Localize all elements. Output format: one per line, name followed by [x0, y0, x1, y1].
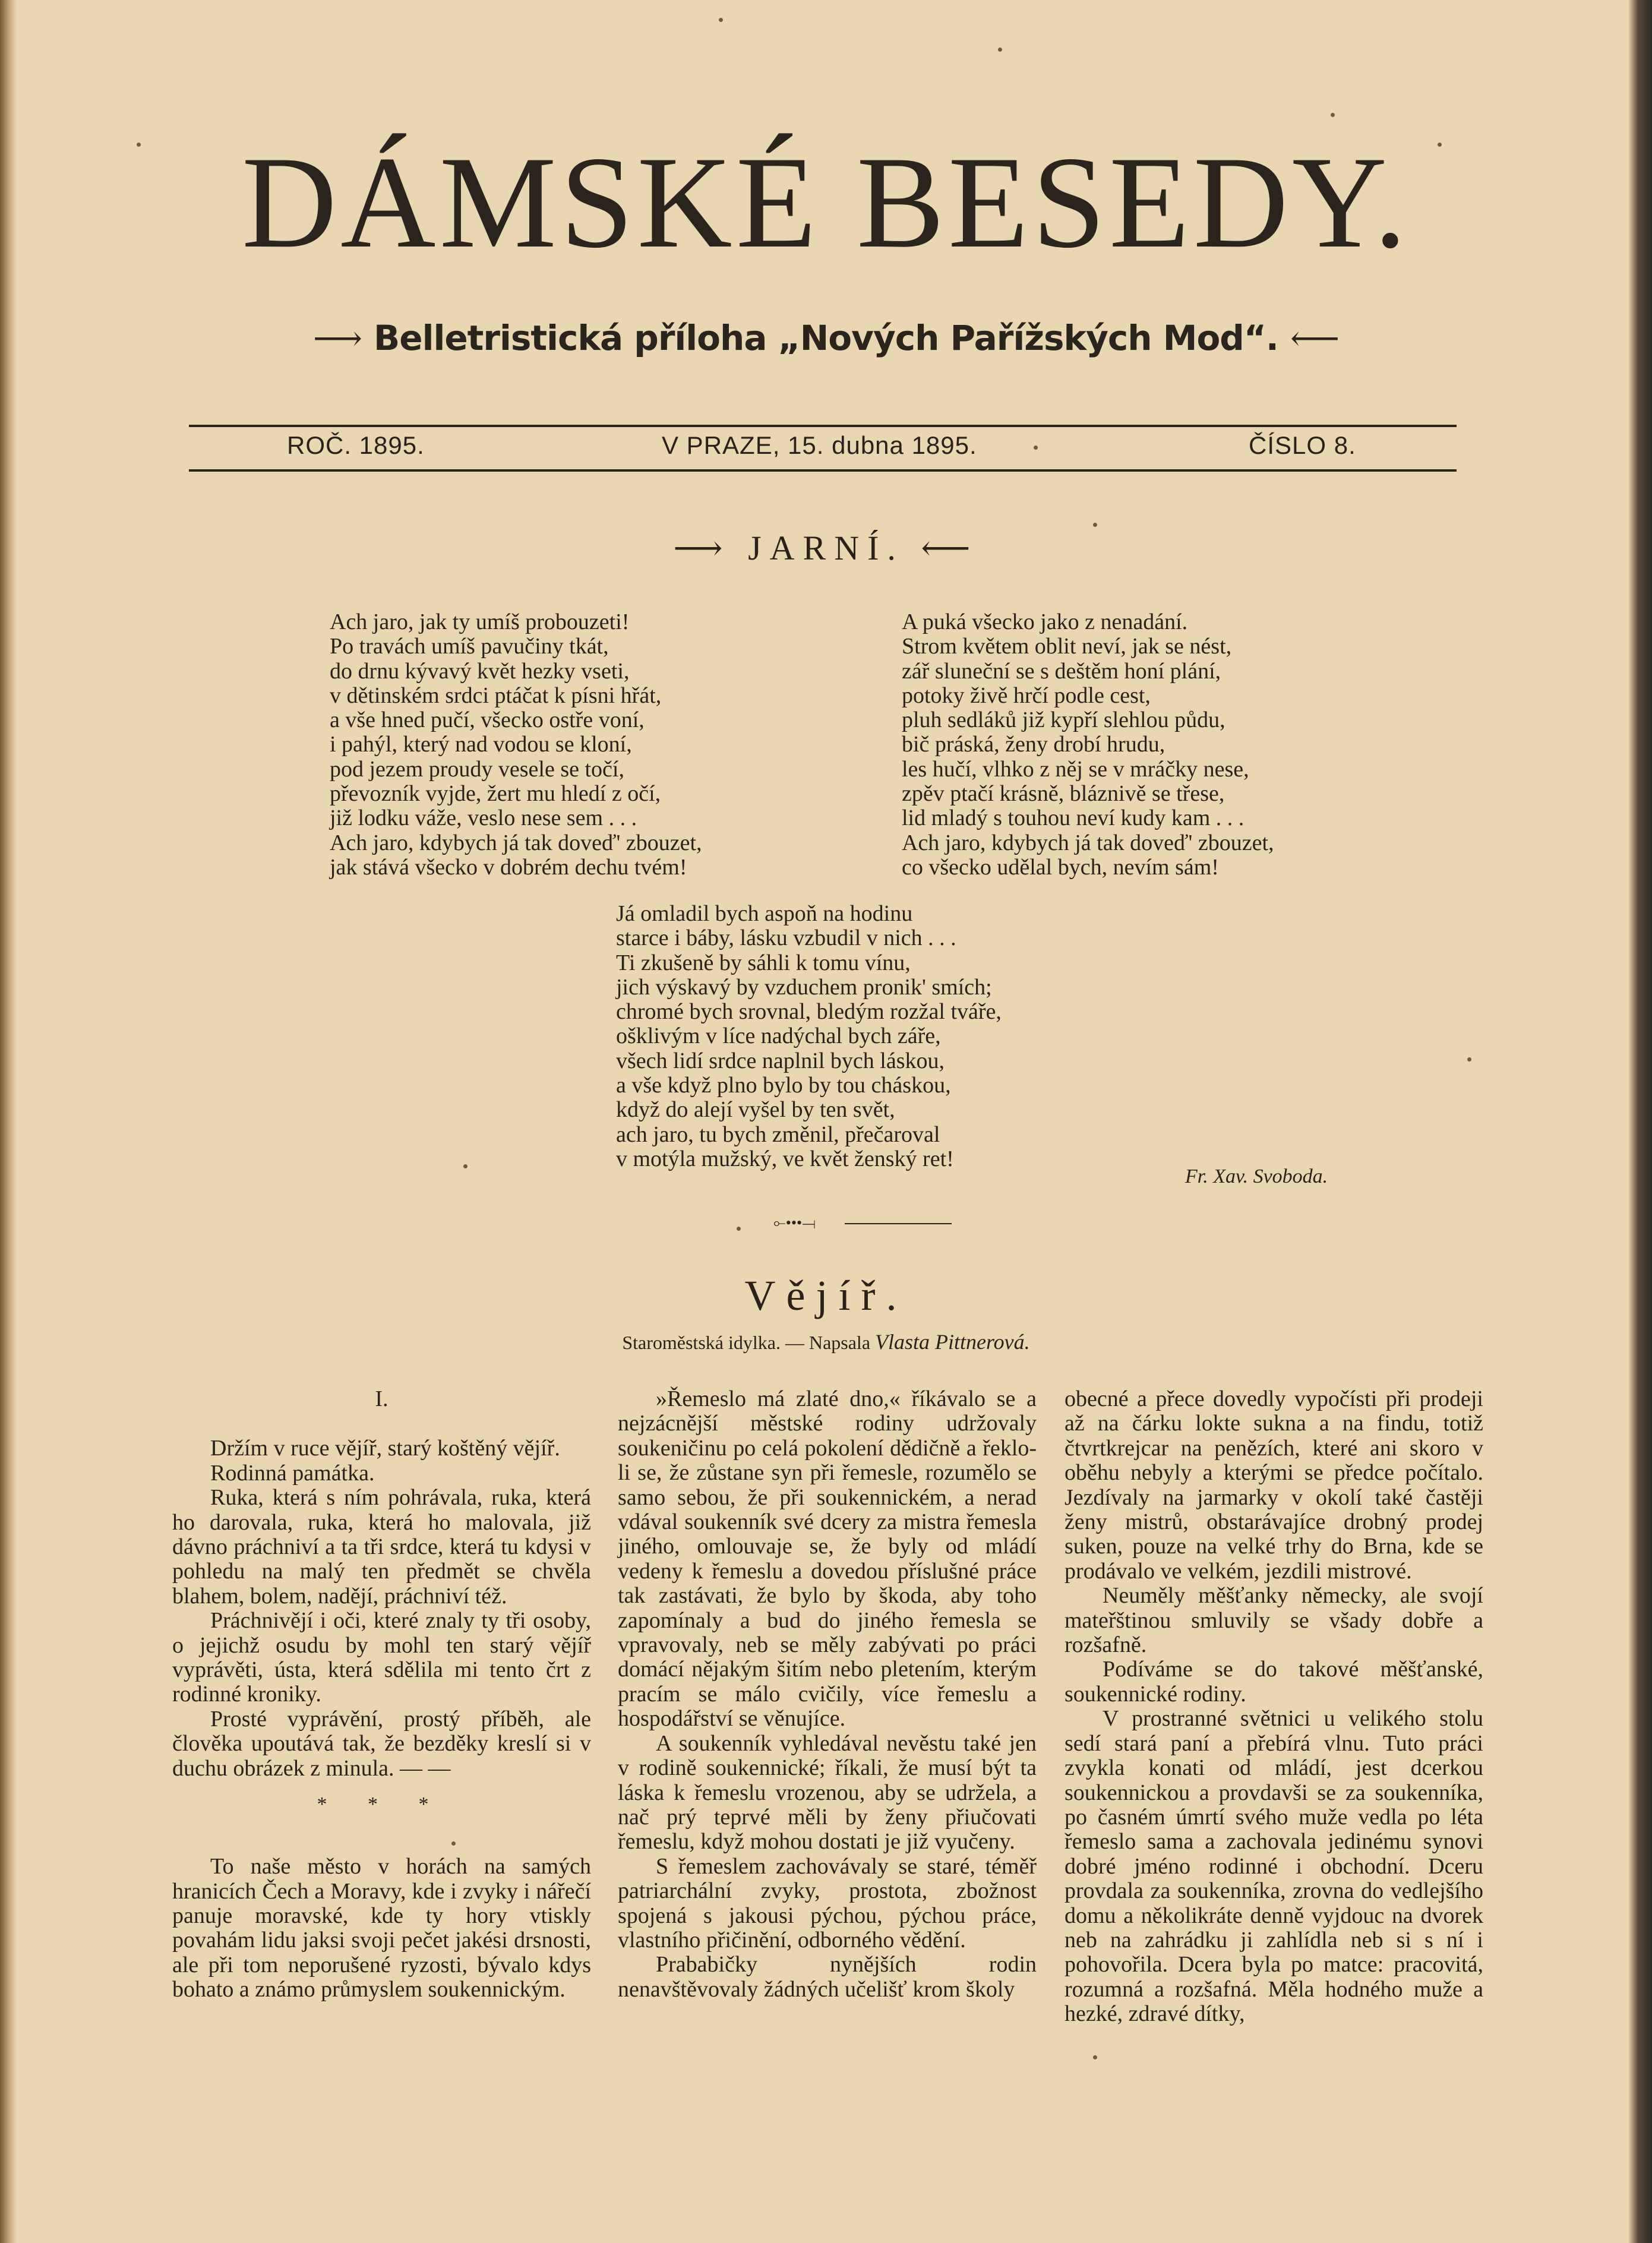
verse-line: pluh sedláků již kypří slehlou půdu,: [902, 707, 1225, 733]
volume-label: ROČ. 1895.: [287, 431, 425, 459]
byline-author: Vlasta Pittnerová.: [875, 1330, 1030, 1354]
paper-speck: [1438, 143, 1442, 147]
paragraph: Držím v ruce vějíř, starý koštěný vějíř.: [210, 1436, 560, 1461]
paper-speck: [463, 1164, 468, 1168]
verse-line: jich výskavý by vzduchem pronik' smích;: [616, 974, 992, 1000]
story-title: Vějíř.: [744, 1272, 908, 1319]
paragraph: To naše město v horách na samých hranicích Čech a Moravy, kde i zvyky i nářečí panuje moravské, kde ty hory vtiskly povahám lidu jaksi svoji pečet jakési drsnosti, ale při tom neporušené ryzosti, bývalo kdys bohato a známo průmyslem soukennickým.: [172, 1854, 591, 2002]
section-ornament: [750, 1214, 952, 1231]
verse-line: starce i báby, lásku vzbudil v nich . . .: [616, 925, 956, 951]
verse-line: Ach jaro, jak ty umíš probouzeti!: [330, 609, 630, 634]
paper-speck: [1034, 446, 1038, 450]
story-column-2: [618, 1387, 1037, 2002]
paper-speck: [1093, 523, 1097, 527]
flourish-right-icon: ⟵: [1290, 318, 1340, 358]
dateline-bottom-rule: [189, 469, 1457, 472]
verse-line: a vše hned pučí, všecko ostře voní,: [330, 707, 645, 733]
verse-line: lid mladý s touhou neví kudy kam . . .: [902, 805, 1244, 831]
ornament-dots-icon: ⟜•••⟞: [773, 1214, 816, 1231]
verse-line: a vše když plno bylo by tou cháskou,: [616, 1073, 951, 1098]
place-date-label: V PRAZE, 15. dubna 1895.: [662, 431, 977, 459]
masthead-title: DÁMSKÉ BESEDY.: [241, 129, 1411, 276]
paragraph: Podíváme se do takové měšťanské, soukennické rodiny.: [1065, 1657, 1483, 1707]
paragraph: V prostranné světnici u velikého stolu sedí stará paní a přebírá vlnu. Tuto práci zvykla konati od mládí, jest dcerkou soukennickou a provdavši se za soukenníka, po časném úmrtí svého muže vedla po léta řemeslo sama a zachovala jedinému synovi dobré jméno rodinné i obchodní. Dceru provdala za soukenníka, zrovna do vedlejšího domu a několikráte denně vyjdouc na dvorek neb na zahrádku ji zahlídla neb si s ní i pohovořila. Dcera byla po matce: pracovitá, rozumná a rozšafná. Měla hodného muže a hezké, zdravé dítky,: [1065, 1706, 1483, 2027]
verse-line: A puká všecko jako z nenadání.: [902, 609, 1188, 634]
subtitle: [0, 318, 1652, 358]
byline-prefix: Staroměstská idylka. — Napsala: [622, 1332, 871, 1353]
paragraph: A soukenník vyhledával nevěstu také jen v rodině soukennické; říkali, že musí být ta láska k řemeslu vrozenou, aby se udržela, a nač prý teprvé měli by ženy přiučovati řemeslu, když mohou dostati je již vyučeny.: [618, 1730, 1037, 1855]
verse-line: chromé bych srovnal, bledým rozžal tváře,: [616, 999, 1002, 1025]
verse-line: v motýla mužský, ve květ ženský ret!: [616, 1146, 954, 1171]
paper-speck: [719, 18, 723, 22]
verse-line: zpěv ptačí krásně, bláznivě se třese,: [902, 781, 1225, 807]
verse-line: Ach jaro, kdybych já tak doveď' zbouzet,: [330, 830, 702, 855]
verse-line: když do alejí vyšel by ten svět,: [616, 1097, 895, 1123]
ornament-line: [845, 1223, 952, 1224]
verse-line: Ti zkušeně by sáhli k tomu vínu,: [616, 950, 911, 975]
paragraph: »Řemeslo má zlaté dno,« říkávalo se a nejzácnější městské rodiny udržovaly soukeničinu po celá pokolení dědičně a řeklo-li se, že zůstane syn při řemesle, rozumělo se samo sebou, že při soukennickém, a nerad vdával soukenník své dcery za mistra řemesla jiného, omlouvaje se, že byly od mládí vedeny k řemeslu a dovedou příslušné práce tak zastávati, že bylo by škoda, aby toho zapomínaly a bud do jiného řemesla se vpravovaly, neb se měly zabývati po práci domácí nějakým šitím nebo pletením, kterým pracím se málo cvičily, více řemeslu a hospodářství se věnujíce.: [618, 1386, 1037, 1732]
verse-line: bič práská, ženy drobí hrudu,: [902, 732, 1165, 757]
verse-line: v dětinském srdci ptáčat k písni hřát,: [330, 683, 662, 708]
section-stars: * * *: [317, 1793, 447, 1816]
verse-line: zář sluneční se s deštěm honí plání,: [902, 658, 1221, 684]
poem-title-text: JARNÍ.: [748, 529, 904, 567]
flourish-left-icon: ⟶: [312, 318, 362, 358]
verse-line: všech lidí srdce naplnil bych láskou,: [616, 1048, 945, 1073]
paper-speck: [737, 1227, 741, 1231]
section-number: I.: [375, 1386, 388, 1411]
paragraph: obecné a přece dovedly vypočísti při prodeji až na čárku lokte sukna a na findu, totiž čtvrtkrejcar na penězích, které ani skoro v oběhu nebyly a kterými se předce počítalo. Jezdívaly na jarmarky v okolí také častěji ženy mistrů, obstarávajíce drobný prodej suken, pouze na velké trhy do Brna, kde se prodávalo ve velkém, jezdili mistrové.: [1065, 1386, 1483, 1584]
dateline-top-rule: [189, 425, 1457, 427]
paper-speck: [137, 143, 141, 147]
paragraph: S řemeslem zachovávaly se staré, téměř patriarchální zvyky, prostota, zbožnost spojená s jakousi pýchou, pýchou práce, vlastního přičinění, odborného vědění.: [618, 1853, 1037, 1953]
verse-line: potoky živě hrčí podle cest,: [902, 683, 1151, 708]
verse-line: již lodku váže, veslo nese sem . . .: [330, 805, 637, 831]
paragraph: Práchnivějí i oči, které znaly ty tři osoby, o jejichž osudu by mohl ten starý vějíř vyprávěti, ústa, která sdělila mi tento črt z rodinné kroniky.: [172, 1608, 591, 1707]
verse-line: převozník vyjde, žert mu hledí z očí,: [330, 781, 661, 807]
story-column-1: [172, 1387, 591, 2002]
poem-center-stanza: [616, 902, 1002, 1171]
paragraph: Prosté vyprávění, prostý příběh, ale člověka upoutává tak, že bezděky kreslí si v duchu obrázek z minula. — —: [172, 1706, 591, 1781]
paper-speck: [1331, 113, 1335, 117]
poem-author: Fr. Xav. Svoboda.: [1185, 1165, 1328, 1187]
poem-title: [0, 527, 1652, 568]
paper-speck: [451, 1841, 456, 1846]
verse-line: ošklivým v líce nadýchal bych záře,: [616, 1023, 941, 1049]
verse-line: ach jaro, tu bych změnil, přečaroval: [616, 1122, 940, 1147]
paragraph: Neuměly měšťanky německy, ale svojí mateřštinou smluvily se všady dobře a rozšafně.: [1065, 1583, 1483, 1658]
poem-right-stanza: [902, 610, 1274, 880]
poem-left-stanza: [330, 610, 702, 880]
subtitle-text: Belletristická příloha „Nových Pařížských Mod“.: [374, 318, 1278, 358]
flourish-left-icon: ⟶: [673, 529, 731, 567]
paragraph: Prababičky nynějších rodin nenavštěvovaly žádných učelišť krom školy: [618, 1952, 1037, 2002]
dateline: [189, 428, 1457, 469]
verse-line: co všecko udělal bych, nevím sám!: [902, 854, 1219, 880]
verse-line: pod jezem proudy vesele se točí,: [330, 756, 624, 782]
verse-line: jak stává všecko v dobrém dechu tvém!: [330, 854, 687, 880]
paper-speck: [1467, 1057, 1471, 1062]
paper-speck: [998, 48, 1002, 52]
verse-line: les hučí, vlhko z něj se v mráčky nese,: [902, 756, 1249, 782]
paragraph: Rodinná památka.: [210, 1460, 375, 1486]
issue-label: ČÍSLO 8.: [1249, 431, 1356, 459]
paper-speck: [1093, 2055, 1097, 2059]
verse-line: Já omladil bych aspoň na hodinu: [616, 901, 913, 926]
flourish-right-icon: ⟵: [921, 529, 979, 567]
verse-line: Strom květem oblit neví, jak se nést,: [902, 634, 1232, 659]
verse-line: Po travách umíš pavučiny tkát,: [330, 634, 609, 659]
verse-line: Ach jaro, kdybych já tak doveď' zbouzet,: [902, 830, 1274, 855]
verse-line: do drnu kývavý květ hezky vseti,: [330, 658, 630, 684]
paragraph: Ruka, která s ním pohrávala, ruka, která ho darovala, ruka, která ho malovala, již dávno práchniví a ta tři srdce, která tu kdysi v pohledu na malý ten předmět se chvěla blahem, bolem, nadějí, práchniví též.: [172, 1485, 591, 1609]
story-column-3: [1065, 1387, 1483, 2027]
story-byline: [0, 1329, 1652, 1354]
verse-line: i pahýl, který nad vodou se kloní,: [330, 732, 632, 757]
